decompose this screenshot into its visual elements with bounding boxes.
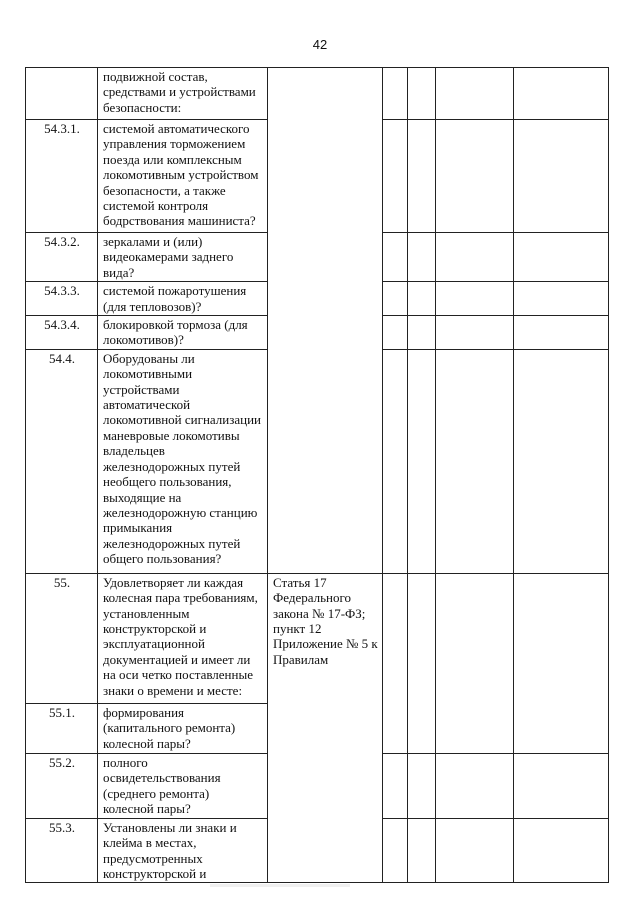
requirements-table xyxy=(25,67,609,883)
not-applicable-cell xyxy=(436,753,514,818)
remarks-cell xyxy=(514,818,609,883)
item-question: системой автоматического управления торможением поезда или комплексным локомотивным устройством безопасности, а также системой контроля бодрствования машиниста? xyxy=(98,120,268,233)
answer-no-cell xyxy=(408,818,436,883)
not-applicable-cell xyxy=(436,349,514,573)
not-applicable-cell xyxy=(436,316,514,350)
answer-no-cell xyxy=(408,349,436,573)
item-question: блокировкой тормоза (для локомотивов)? xyxy=(98,316,268,350)
not-applicable-cell xyxy=(436,233,514,282)
item-number: 54.3.3. xyxy=(26,282,98,316)
answer-yes-cell xyxy=(383,68,408,120)
legal-reference: Статья 17 Федерального закона № 17-ФЗ; пункт 12 Приложение № 5 к Правилам xyxy=(268,573,383,883)
item-question: Удовлетворяет ли каждая колесная пара требованиям, установленным конструкторской и эксплуатационной документацией и имеет ли на оси четко поставленные знаки о времени и месте: xyxy=(98,573,268,703)
item-question: подвижной состав, средствами и устройствами безопасности: xyxy=(98,68,268,120)
answer-no-cell xyxy=(408,120,436,233)
not-applicable-cell xyxy=(436,120,514,233)
scan-artifact xyxy=(210,884,350,887)
item-number: 54.3.4. xyxy=(26,316,98,350)
answer-yes-cell xyxy=(383,233,408,282)
remarks-cell xyxy=(514,753,609,818)
answer-yes-cell xyxy=(383,753,408,818)
legal-reference-cell-empty xyxy=(268,68,383,574)
answer-no-cell xyxy=(408,68,436,120)
answer-yes-cell xyxy=(383,573,408,753)
answer-no-cell xyxy=(408,233,436,282)
item-number: 54.3.1. xyxy=(26,120,98,233)
answer-yes-cell xyxy=(383,316,408,350)
remarks-cell xyxy=(514,120,609,233)
item-question: Установлены ли знаки и клейма в местах, предусмотренных конструкторской и xyxy=(98,818,268,883)
not-applicable-cell xyxy=(436,818,514,883)
remarks-cell xyxy=(514,573,609,753)
item-question: формирования (капитального ремонта) колесной пары? xyxy=(98,703,268,753)
not-applicable-cell xyxy=(436,68,514,120)
table-row xyxy=(26,573,609,703)
answer-yes-cell xyxy=(383,120,408,233)
remarks-cell xyxy=(514,282,609,316)
answer-no-cell xyxy=(408,573,436,753)
item-number xyxy=(26,68,98,120)
remarks-cell xyxy=(514,349,609,573)
answer-no-cell xyxy=(408,282,436,316)
answer-yes-cell xyxy=(383,818,408,883)
item-number: 55. xyxy=(26,573,98,703)
remarks-cell xyxy=(514,233,609,282)
remarks-cell xyxy=(514,68,609,120)
answer-no-cell xyxy=(408,753,436,818)
answer-yes-cell xyxy=(383,349,408,573)
item-question: Оборудованы ли локомотивными устройствами автоматической локомотивной сигнализации маневровые локомотивы владельцев железнодорожных путей необщего пользования, выходящие на железнодорожную станцию примыкания железнодорожных путей общего пользования? xyxy=(98,349,268,573)
remarks-cell xyxy=(514,316,609,350)
table-row xyxy=(26,68,609,120)
item-number: 55.1. xyxy=(26,703,98,753)
not-applicable-cell xyxy=(436,282,514,316)
item-number: 54.3.2. xyxy=(26,233,98,282)
answer-no-cell xyxy=(408,316,436,350)
not-applicable-cell xyxy=(436,573,514,753)
page-number: 42 xyxy=(312,37,328,52)
item-number: 55.3. xyxy=(26,818,98,883)
item-question: зеркалами и (или) видеокамерами заднего вида? xyxy=(98,233,268,282)
answer-yes-cell xyxy=(383,282,408,316)
item-question: системой пожаротушения (для тепловозов)? xyxy=(98,282,268,316)
item-number: 55.2. xyxy=(26,753,98,818)
item-question: полного освидетельствования (среднего ремонта) колесной пары? xyxy=(98,753,268,818)
item-number: 54.4. xyxy=(26,349,98,573)
